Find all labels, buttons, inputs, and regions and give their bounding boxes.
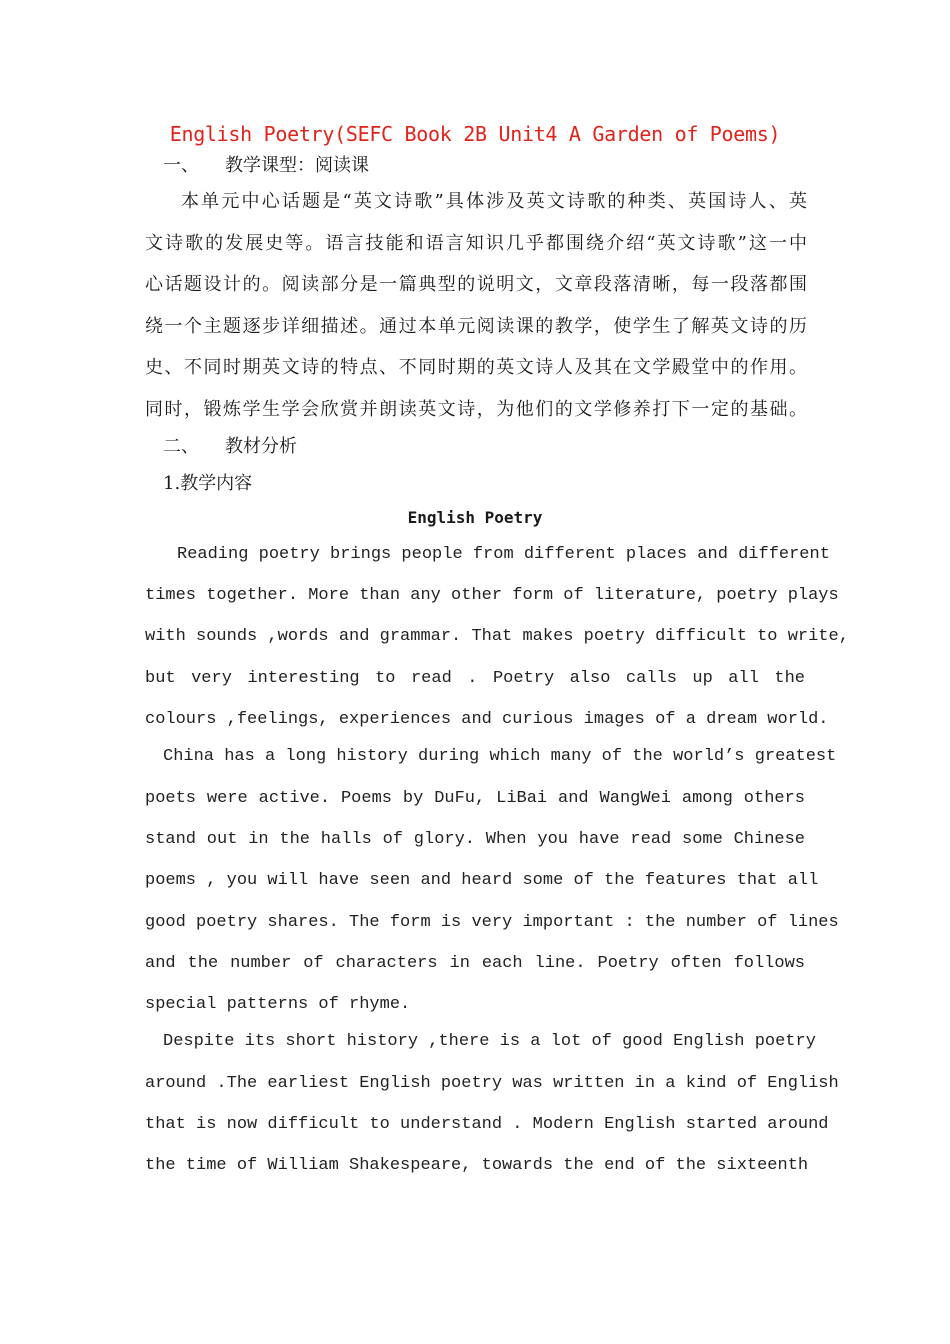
document-title: English Poetry(SEFC Book 2B Unit4 A Garden of Poems) <box>169 122 781 146</box>
reading-line: times together. More than any other form of literature, poetry plays <box>145 586 839 605</box>
reading-line: Reading poetry brings people from different places and different <box>177 545 830 564</box>
section-label: 教材分析 <box>225 436 297 457</box>
reading-line: and the number of characters in each line. Poetry often follows <box>145 954 805 973</box>
subsection-heading: 1.教学内容 <box>163 473 253 494</box>
reading-line: stand out in the halls of glory. When you have read some Chinese <box>145 830 805 849</box>
reading-line: China has a long history during which many of the world’s greatest <box>163 747 837 766</box>
intro-line: 绕一个主题逐步详细描述。通过本单元阅读课的教学，使学生了解英文诗的历 <box>145 316 807 337</box>
reading-line: around .The earliest English poetry was written in a kind of English <box>145 1074 839 1093</box>
reading-line: the time of William Shakespeare, towards the end of the sixteenth <box>145 1156 809 1175</box>
intro-line: 本单元中心话题是“英文诗歌”具体涉及英文诗歌的种类、英国诗人、英 <box>181 191 807 212</box>
section-number: 一、 <box>163 155 199 176</box>
reading-line: poets were active. Poems by DuFu, LiBai and WangWei among others <box>145 789 805 808</box>
intro-line: 文诗歌的发展史等。语言技能和语言知识几乎都围绕介绍“英文诗歌”这一中 <box>145 233 807 254</box>
reading-line: good poetry shares. The form is very important : the number of lines <box>145 913 839 932</box>
reading-line: poems , you will have seen and heard some of the features that all <box>145 871 819 890</box>
reading-title: English Poetry <box>407 508 543 527</box>
reading-line: but very interesting to read . Poetry also calls up all the <box>145 669 805 688</box>
reading-line: with sounds ,words and grammar. That makes poetry difficult to write, <box>145 627 849 646</box>
section-heading-course-type <box>163 151 825 177</box>
reading-line: special patterns of rhyme. <box>145 995 411 1014</box>
reading-line: Despite its short history ,there is a lot of good English poetry <box>163 1032 816 1051</box>
reading-line: colours ,feelings, experiences and curious images of a dream world. <box>145 710 829 729</box>
intro-line: 史、不同时期英文诗的特点、不同时期的英文诗人及其在文学殿堂中的作用。 <box>145 357 807 378</box>
reading-line: that is now difficult to understand . Modern English started around <box>145 1115 829 1134</box>
section-number: 二、 <box>163 436 199 457</box>
intro-line: 同时，锻炼学生学会欣赏并朗读英文诗，为他们的文学修养打下一定的基础。 <box>145 399 807 420</box>
intro-line: 心话题设计的。阅读部分是一篇典型的说明文，文章段落清晰，每一段落都围 <box>145 274 807 295</box>
section-heading-material-analysis <box>163 432 825 458</box>
section-label: 教学课型：阅读课 <box>225 155 369 176</box>
